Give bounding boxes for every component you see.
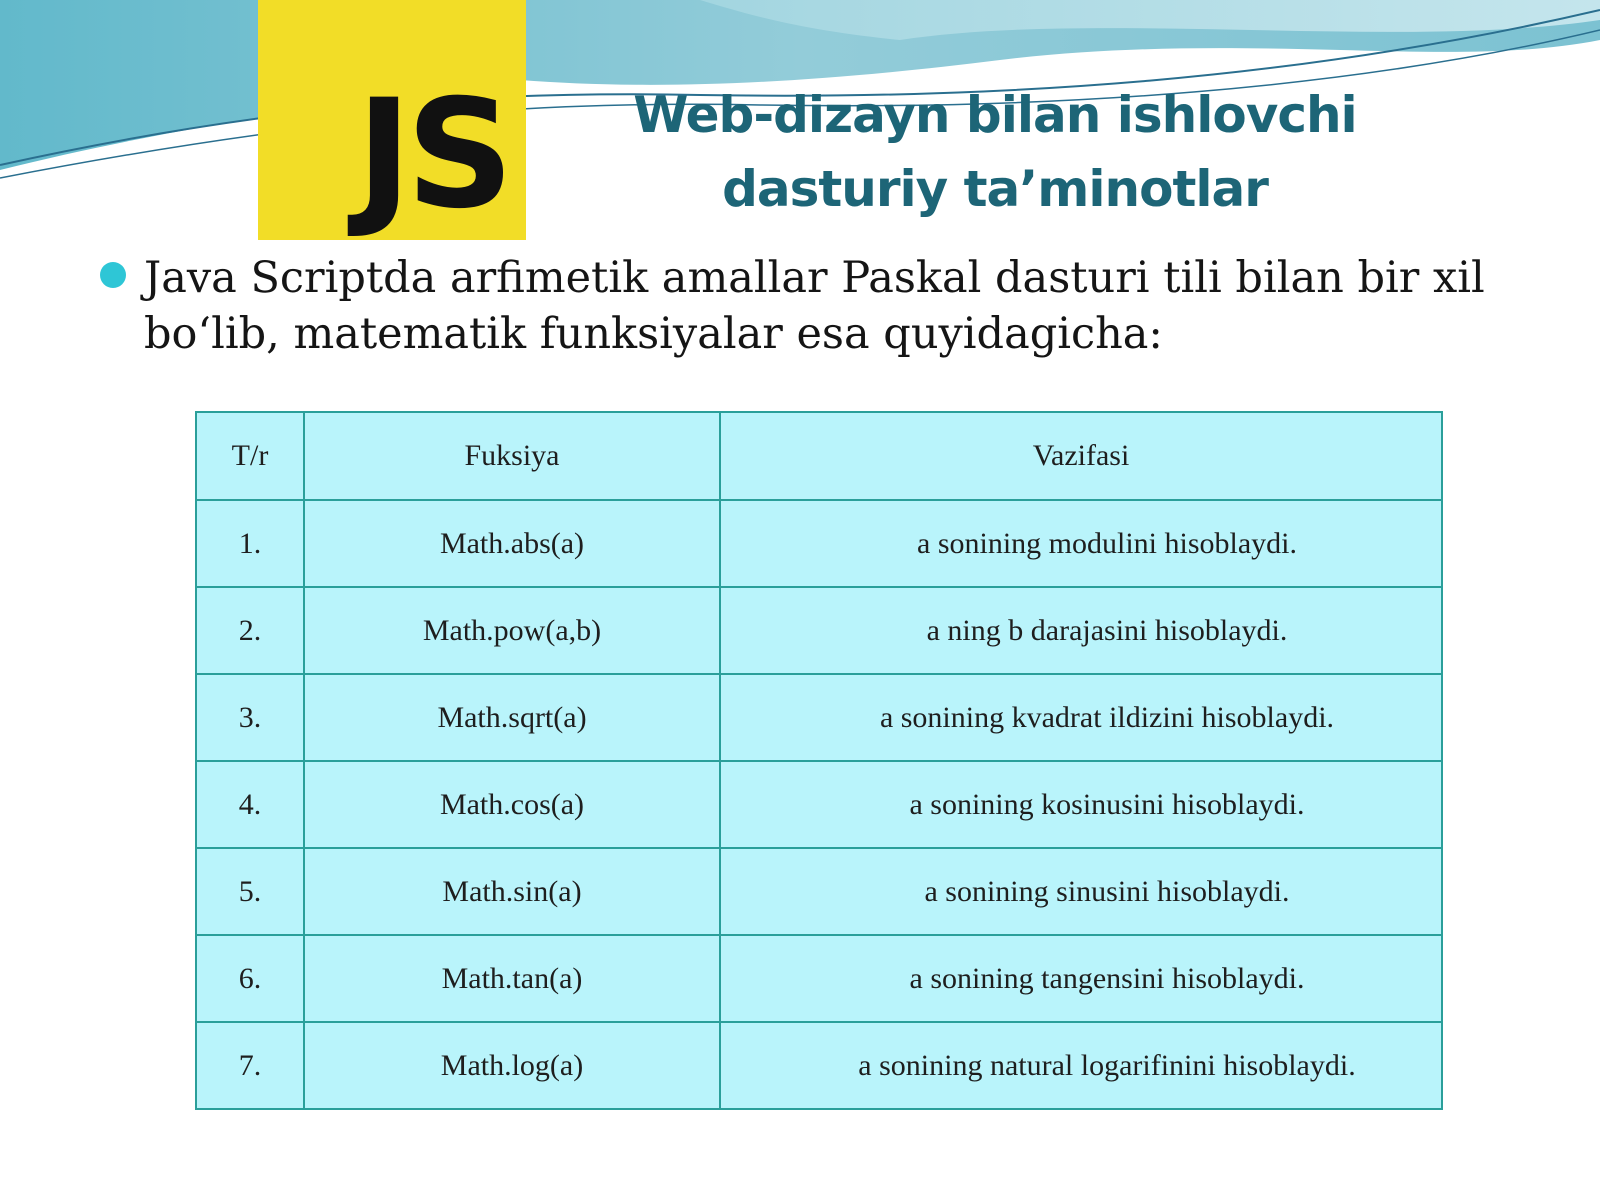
row-function: Math.sqrt(a) <box>304 674 720 761</box>
table-row <box>196 935 1442 1022</box>
row-number: 5. <box>196 848 304 935</box>
js-logo <box>258 0 526 240</box>
row-function: Math.pow(a,b) <box>304 587 720 674</box>
row-function: Math.log(a) <box>304 1022 720 1109</box>
row-purpose: a sonining natural logarifinini hisoblaydi. <box>720 1022 1442 1109</box>
table-header-row <box>196 412 1442 500</box>
row-number: 7. <box>196 1022 304 1109</box>
functions-table <box>195 411 1443 1103</box>
row-function: Math.tan(a) <box>304 935 720 1022</box>
js-logo-text: JS <box>356 68 508 240</box>
header-purpose: Vazifasi <box>720 412 1442 500</box>
row-purpose: a ning b darajasini hisoblaydi. <box>720 587 1442 674</box>
row-number: 1. <box>196 500 304 587</box>
title-line-2: dasturiy ta’minotlar <box>722 160 1268 218</box>
bullet-dot-icon <box>100 262 126 288</box>
bullet-point <box>100 250 1520 362</box>
row-purpose: a sonining tangensini hisoblaydi. <box>720 935 1442 1022</box>
row-function: Math.sin(a) <box>304 848 720 935</box>
row-number: 4. <box>196 761 304 848</box>
row-purpose: a sonining kosinusini hisoblaydi. <box>720 761 1442 848</box>
slide-title <box>610 78 1380 226</box>
row-function: Math.cos(a) <box>304 761 720 848</box>
header-function: Fuksiya <box>304 412 720 500</box>
bullet-text: Java Scriptda arfimetik amallar Paskal dasturi tili bilan bir xil bo‘lib, matematik funksiyalar esa quyidagicha: <box>144 253 1485 359</box>
row-number: 2. <box>196 587 304 674</box>
row-purpose: a sonining sinusini hisoblaydi. <box>720 848 1442 935</box>
row-number: 6. <box>196 935 304 1022</box>
row-function: Math.abs(a) <box>304 500 720 587</box>
row-purpose: a sonining modulini hisoblaydi. <box>720 500 1442 587</box>
title-line-1: Web-dizayn bilan ishlovchi <box>633 86 1357 144</box>
header-number: T/r <box>196 412 304 500</box>
table-row <box>196 500 1442 587</box>
row-number: 3. <box>196 674 304 761</box>
table-row <box>196 587 1442 674</box>
table-row <box>196 761 1442 848</box>
table-row <box>196 674 1442 761</box>
table-row <box>196 1022 1442 1109</box>
row-purpose: a sonining kvadrat ildizini hisoblaydi. <box>720 674 1442 761</box>
table-row <box>196 848 1442 935</box>
